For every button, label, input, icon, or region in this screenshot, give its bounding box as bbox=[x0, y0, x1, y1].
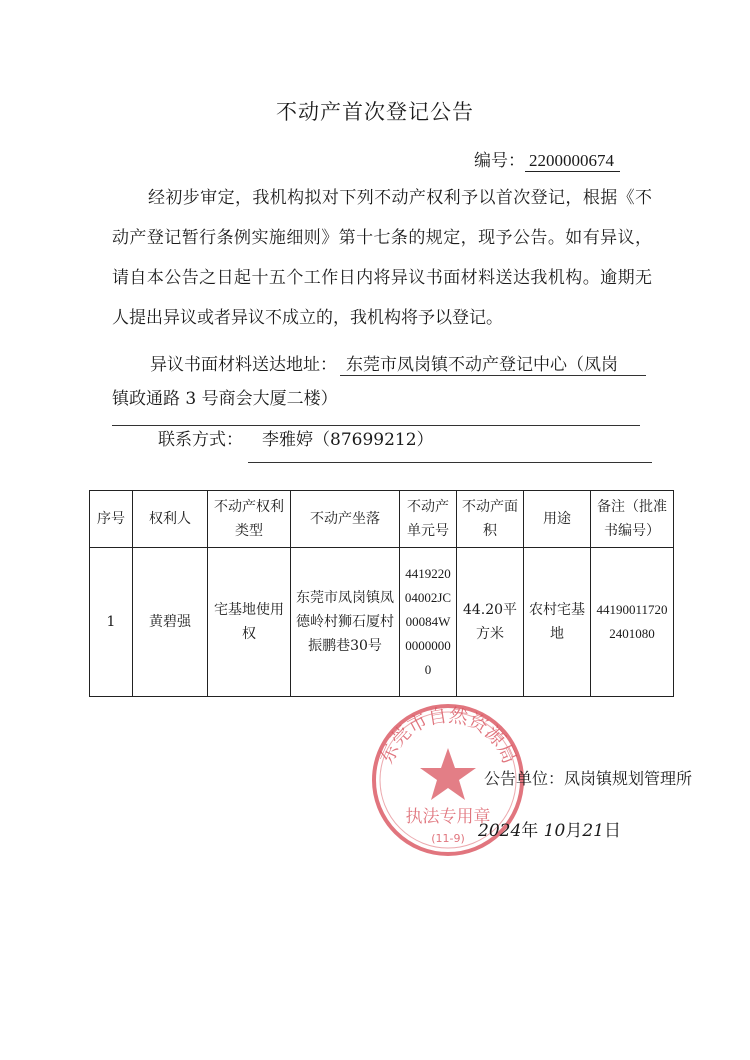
header-cell-remarks: 备注（批准书编号） bbox=[591, 491, 674, 548]
address-value-line2: 镇政通路 3 号商会大厦二楼） bbox=[112, 384, 640, 426]
cell-area: 44.20平方米 bbox=[457, 548, 524, 697]
cell-right-type: 宅基地使用权 bbox=[208, 548, 291, 697]
date-month: 10 bbox=[543, 821, 566, 841]
seal-top-text: 东莞市自然资源局 bbox=[375, 704, 521, 768]
registration-table bbox=[89, 490, 674, 697]
date-year: 2024 bbox=[478, 821, 522, 841]
header-cell-area: 不动产面积 bbox=[457, 491, 524, 548]
seal-code: (11-9) bbox=[431, 832, 465, 845]
contact-label: 联系方式： bbox=[158, 430, 243, 450]
date-day: 21 bbox=[582, 821, 604, 841]
address-value-line1: 东莞市凤岗镇不动产登记中心（凤岗 bbox=[340, 350, 646, 376]
header-cell-index: 序号 bbox=[90, 491, 133, 548]
date-year-unit: 年 bbox=[521, 821, 539, 841]
document-number bbox=[474, 146, 620, 172]
cell-index: 1 bbox=[90, 548, 133, 697]
date-month-unit: 月 bbox=[565, 821, 583, 841]
document-number-value: 2200000674 bbox=[525, 151, 620, 172]
contact-value: 李雅婷（87699212） bbox=[248, 425, 652, 463]
cell-remarks: 441900117202401080 bbox=[591, 548, 674, 697]
cell-owner: 黄碧强 bbox=[133, 548, 208, 697]
seal-bottom-text: 执法专用章 bbox=[405, 807, 491, 827]
cell-usage: 农村宅基地 bbox=[524, 548, 591, 697]
address-label: 异议书面材料送达地址： bbox=[150, 355, 337, 375]
page-title: 不动产首次登记公告 bbox=[276, 100, 474, 124]
header-cell-owner: 权利人 bbox=[133, 491, 208, 548]
document-number-label: 编号： bbox=[474, 151, 525, 171]
table-header-row bbox=[90, 491, 674, 548]
header-cell-unit-number: 不动产单元号 bbox=[400, 491, 457, 548]
header-cell-location: 不动产坐落 bbox=[291, 491, 400, 548]
body-paragraph: 经初步审定，我机构拟对下列不动产权利予以首次登记，根据《不动产登记暂行条例实施细则》第十七条的规定，现予公告。如有异议，请自本公告之日起十五个工作日内将异议书面材料送达我机构。逾期无人提出异议或者异议不成立的，我机构将予以登记。 bbox=[112, 188, 652, 328]
header-cell-right-type: 不动产权利类型 bbox=[208, 491, 291, 548]
issuer: 公告单位：凤岗镇规划管理所 bbox=[484, 769, 693, 788]
header-cell-usage: 用途 bbox=[524, 491, 591, 548]
cell-location: 东莞市凤岗镇凤德岭村狮石厦村振鹏巷30号 bbox=[291, 548, 400, 697]
cell-unit-number: 441922004002JC00084W00000000 bbox=[400, 548, 457, 697]
date-day-unit: 日 bbox=[603, 821, 621, 841]
issue-date bbox=[478, 816, 621, 841]
table-row bbox=[90, 548, 674, 697]
